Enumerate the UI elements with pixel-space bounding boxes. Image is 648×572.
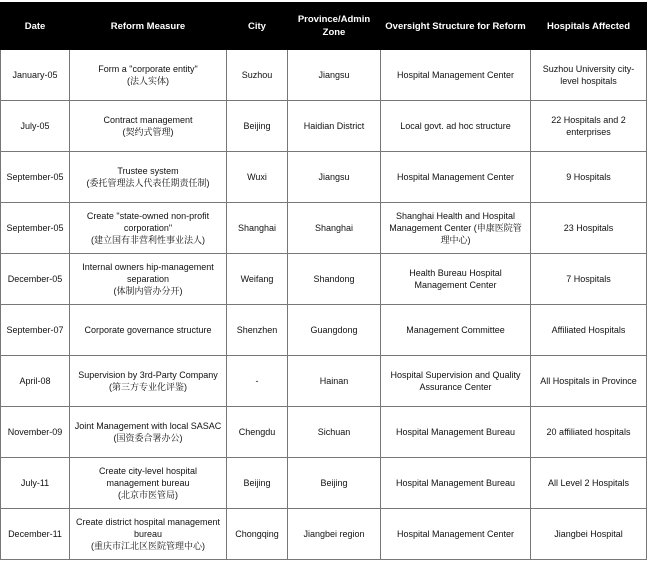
reform-measure-text: Joint Management with local SASAC — [74, 421, 222, 431]
hospitals-affected-cell: Jiangbei Hospital — [531, 509, 647, 560]
header-row — [1, 3, 647, 50]
table-row — [1, 50, 647, 101]
province-cell: Beijing — [288, 458, 381, 509]
table-row — [1, 509, 647, 560]
reform-measure-text: Form a "corporate entity" — [98, 64, 198, 74]
oversight-cell: Shanghai Health and Hospital Management Center (申康医院管理中心) — [381, 203, 531, 254]
table-row — [1, 356, 647, 407]
reform-measure-chinese: (重庆市江北区医院管理中心) — [91, 541, 205, 551]
province-cell: Shandong — [288, 254, 381, 305]
hospitals-affected-cell: Suzhou University city-level hospitals — [531, 50, 647, 101]
city-cell: Shanghai — [227, 203, 288, 254]
oversight-cell: Hospital Management Center — [381, 50, 531, 101]
date-cell: July-11 — [1, 458, 70, 509]
reform-measure-text: Internal owners hip-management separation — [82, 262, 214, 284]
reform-measure-chinese: (契约式管理) — [122, 127, 174, 137]
date-cell: September-05 — [1, 203, 70, 254]
table-row — [1, 152, 647, 203]
hospitals-affected-cell: 23 Hospitals — [531, 203, 647, 254]
oversight-cell: Management Committee — [381, 305, 531, 356]
reform-measure-chinese: (建立国有非营利性事业法人) — [91, 235, 205, 245]
city-cell: Suzhou — [227, 50, 288, 101]
header-hospitals-affected: Hospitals Affected — [531, 3, 647, 50]
oversight-cell: Hospital Management Center — [381, 152, 531, 203]
table-row — [1, 407, 647, 458]
province-cell: Sichuan — [288, 407, 381, 458]
hospitals-affected-cell: All Level 2 Hospitals — [531, 458, 647, 509]
reform-measure-cell — [70, 254, 227, 305]
hospitals-affected-cell: 7 Hospitals — [531, 254, 647, 305]
reform-measure-text: Contract management — [103, 115, 193, 125]
oversight-cell: Hospital Management Bureau — [381, 458, 531, 509]
header-date: Date — [1, 3, 70, 50]
province-cell: Jiangsu — [288, 152, 381, 203]
province-cell: Haidian District — [288, 101, 381, 152]
oversight-cell: Hospital Supervision and Quality Assurance Center — [381, 356, 531, 407]
reform-measure-cell — [70, 152, 227, 203]
date-cell: September-07 — [1, 305, 70, 356]
table-row — [1, 203, 647, 254]
reform-measure-chinese: (国资委合署办公) — [113, 433, 183, 443]
reform-measure-cell — [70, 101, 227, 152]
province-cell: Shanghai — [288, 203, 381, 254]
date-cell: September-05 — [1, 152, 70, 203]
reform-measure-cell — [70, 50, 227, 101]
reform-measure-chinese: (体制内管办分开) — [113, 286, 183, 296]
reform-measure-text: Corporate governance structure — [84, 325, 212, 335]
reform-measure-cell — [70, 203, 227, 254]
city-cell: Weifang — [227, 254, 288, 305]
table-row — [1, 101, 647, 152]
hospitals-affected-cell: 20 affiliated hospitals — [531, 407, 647, 458]
reform-measure-text: Trustee system — [117, 166, 179, 176]
reform-measure-text: Create city-level hospital management bureau — [98, 466, 198, 488]
reform-measure-cell — [70, 458, 227, 509]
reform-measure-text: Create "state-owned non-profit corporation" — [86, 211, 210, 233]
reform-measure-cell — [70, 305, 227, 356]
date-cell: January-05 — [1, 50, 70, 101]
reform-measure-cell — [70, 509, 227, 560]
province-cell: Hainan — [288, 356, 381, 407]
province-cell: Jiangsu — [288, 50, 381, 101]
hospitals-affected-cell: 22 Hospitals and 2 enterprises — [531, 101, 647, 152]
oversight-cell: Local govt. ad hoc structure — [381, 101, 531, 152]
date-cell: April-08 — [1, 356, 70, 407]
reform-measure-chinese: (第三方专业化评鉴) — [109, 382, 187, 392]
province-cell: Guangdong — [288, 305, 381, 356]
reform-measure-cell — [70, 407, 227, 458]
reform-measure-cell — [70, 356, 227, 407]
header-city: City — [227, 3, 288, 50]
table-row — [1, 305, 647, 356]
hospitals-affected-cell: 9 Hospitals — [531, 152, 647, 203]
reform-measure-text: Supervision by 3rd-Party Company — [78, 370, 218, 380]
city-cell: Shenzhen — [227, 305, 288, 356]
hospitals-affected-cell: All Hospitals in Province — [531, 356, 647, 407]
header-province: Province/Admin Zone — [288, 3, 381, 50]
city-cell: Chongqing — [227, 509, 288, 560]
table-body — [1, 50, 647, 560]
city-cell: - — [227, 356, 288, 407]
table-row — [1, 458, 647, 509]
table-header — [1, 3, 647, 50]
date-cell: July-05 — [1, 101, 70, 152]
oversight-cell: Health Bureau Hospital Management Center — [381, 254, 531, 305]
province-cell: Jiangbei region — [288, 509, 381, 560]
header-oversight: Oversight Structure for Reform — [381, 3, 531, 50]
table-row — [1, 254, 647, 305]
city-cell: Beijing — [227, 458, 288, 509]
reform-measure-chinese: (法人实体) — [127, 76, 169, 86]
date-cell: November-09 — [1, 407, 70, 458]
oversight-cell: Hospital Management Bureau — [381, 407, 531, 458]
city-cell: Beijing — [227, 101, 288, 152]
reform-measure-chinese: (委托管理法人代表任期责任制) — [86, 178, 210, 188]
reform-table — [0, 2, 647, 560]
reform-measure-text: Create district hospital management bureau — [75, 517, 221, 539]
header-reform-measure: Reform Measure — [70, 3, 227, 50]
oversight-cell: Hospital Management Center — [381, 509, 531, 560]
date-cell: December-11 — [1, 509, 70, 560]
city-cell: Wuxi — [227, 152, 288, 203]
reform-measure-chinese: (北京市医管局) — [118, 490, 178, 500]
city-cell: Chengdu — [227, 407, 288, 458]
hospitals-affected-cell: Affiliated Hospitals — [531, 305, 647, 356]
date-cell: December-05 — [1, 254, 70, 305]
